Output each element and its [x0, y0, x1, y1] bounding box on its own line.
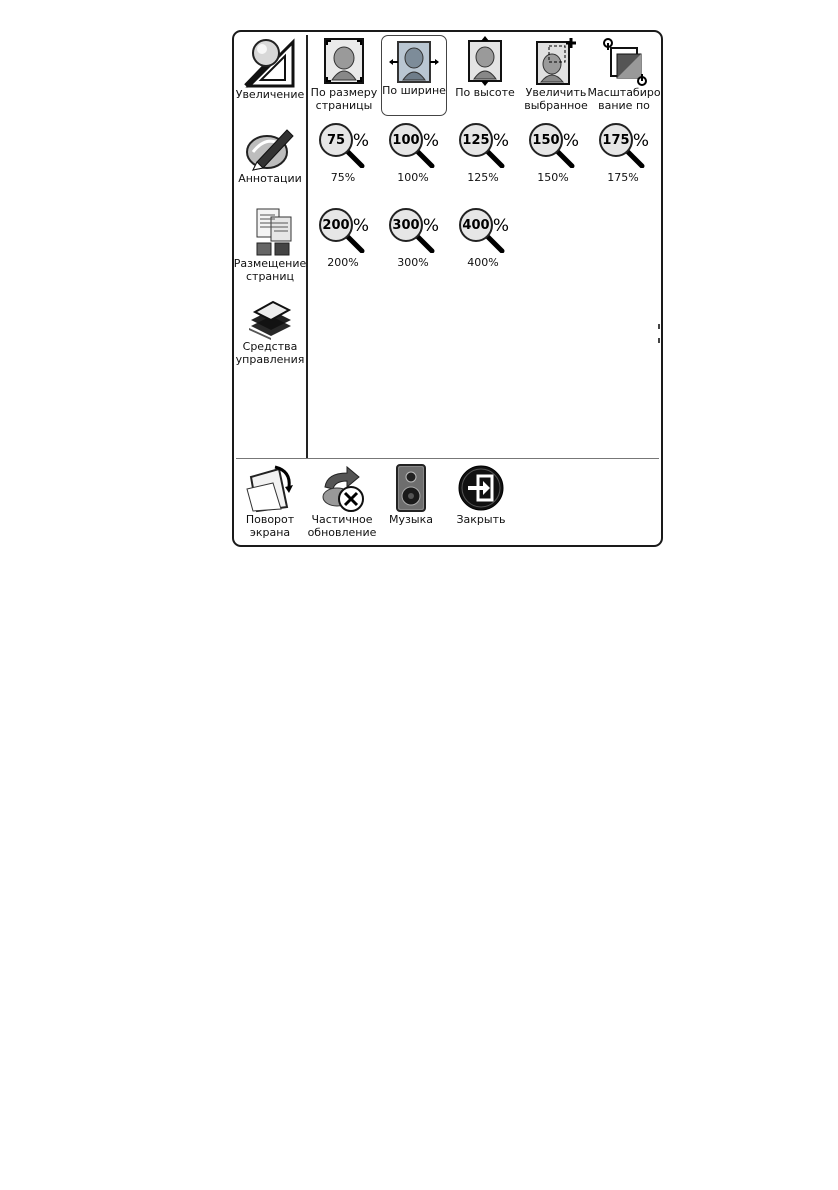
- zoom-selection-button[interactable]: [521, 36, 591, 112]
- custom-zoom-button[interactable]: [589, 36, 659, 112]
- annotation-pen-icon: [243, 122, 297, 172]
- zoom-level-button[interactable]: [310, 122, 376, 184]
- magnifier-percent-icon: [386, 207, 440, 253]
- zoom-level-button[interactable]: [310, 207, 376, 269]
- zoom-level-label: 125%: [467, 171, 499, 184]
- zoom-level-button[interactable]: [380, 122, 446, 184]
- zoom-icon-percent: %: [562, 131, 580, 151]
- fit-mode-label: По ширине: [382, 84, 446, 97]
- magnifier-percent-icon: [596, 122, 650, 168]
- zoom-icon-number: 125: [462, 133, 490, 148]
- partial-refresh-icon: [317, 463, 367, 513]
- fit-mode-label: По размеру: [310, 86, 378, 99]
- magnifier-percent-icon: [316, 122, 370, 168]
- custom-zoom-icon: [601, 36, 647, 86]
- sidebar-item-zoom[interactable]: [236, 36, 304, 101]
- zoom-level-label: 150%: [537, 171, 569, 184]
- fit-width-icon: [389, 40, 439, 84]
- sidebar-item-label: Аннотации: [238, 172, 302, 185]
- zoom-icon-number: 75: [326, 133, 346, 148]
- exit-icon: [456, 463, 506, 513]
- magnifier-percent-icon: [386, 122, 440, 168]
- bottom-item-label: Закрыть: [456, 513, 506, 526]
- zoom-icon-percent: %: [492, 216, 510, 236]
- rotate-screen-icon: [245, 463, 295, 513]
- sidebar-item-label-line2: управления: [235, 353, 305, 366]
- music-button[interactable]: [376, 463, 446, 526]
- fit-height-button[interactable]: [450, 36, 520, 99]
- sidebar-item-label-line2: страниц: [245, 270, 294, 283]
- zoom-icon-percent: %: [492, 131, 510, 151]
- zoom-level-button[interactable]: [380, 207, 446, 269]
- zoom-level-button[interactable]: [590, 122, 656, 184]
- zoom-icon-percent: %: [632, 131, 650, 151]
- tools-stack-icon: [245, 298, 295, 340]
- fit-page-button[interactable]: [310, 36, 378, 112]
- zoom-level-button[interactable]: [450, 122, 516, 184]
- sidebar-item-controls[interactable]: [236, 298, 304, 366]
- sidebar-item-label: Увеличение: [235, 88, 305, 101]
- zoom-icon-number: 175: [602, 133, 630, 148]
- zoom-level-button[interactable]: [450, 207, 516, 269]
- magnifier-percent-icon: [316, 207, 370, 253]
- zoom-icon-number: 100: [392, 133, 420, 148]
- zoom-icon-percent: %: [352, 216, 370, 236]
- zoom-level-label: 100%: [397, 171, 429, 184]
- fit-mode-label-line2: страницы: [315, 99, 373, 112]
- frame-mark: [658, 324, 660, 329]
- magnifier-percent-icon: [456, 122, 510, 168]
- magnifier-ruler-icon: [243, 36, 297, 88]
- bottom-item-label: Музыка: [389, 513, 433, 526]
- zoom-level-label: 200%: [327, 256, 359, 269]
- sidebar-item-label: Размещение: [233, 257, 307, 270]
- bottom-item-label: Поворот: [245, 513, 295, 526]
- fit-mode-label-line2: вание по: [598, 99, 650, 112]
- rotate-screen-button[interactable]: [236, 463, 304, 539]
- zoom-icon-number: 400: [462, 218, 490, 233]
- magnifier-percent-icon: [526, 122, 580, 168]
- zoom-icon-percent: %: [422, 216, 440, 236]
- sidebar-item-label: Средства: [242, 340, 298, 353]
- fit-height-icon: [463, 36, 507, 86]
- fit-mode-label: Увеличить: [525, 86, 587, 99]
- zoom-level-label: 175%: [607, 171, 639, 184]
- fit-width-button[interactable]: [381, 35, 447, 116]
- partial-refresh-button[interactable]: [306, 463, 378, 539]
- fit-mode-label: По высоте: [455, 86, 515, 99]
- zoom-level-label: 400%: [467, 256, 499, 269]
- fit-mode-label-line2: выбранное: [524, 99, 588, 112]
- speaker-icon: [386, 463, 436, 513]
- zoom-icon-number: 150: [532, 133, 560, 148]
- zoom-level-button[interactable]: [520, 122, 586, 184]
- zoom-selection-icon: [533, 36, 579, 86]
- zoom-icon-number: 200: [322, 218, 350, 233]
- sidebar-divider: [306, 35, 308, 458]
- zoom-icon-number: 300: [392, 218, 420, 233]
- frame-mark: [658, 338, 660, 343]
- zoom-level-label: 75%: [330, 171, 356, 184]
- zoom-icon-percent: %: [422, 131, 440, 151]
- bottom-item-label-line2: экрана: [249, 526, 291, 539]
- page-layout-icon: [245, 207, 295, 257]
- bottom-item-label: Частичное: [311, 513, 373, 526]
- close-button[interactable]: [446, 463, 516, 526]
- sidebar-item-page-layout[interactable]: [233, 207, 307, 283]
- bottom-bar-divider: [236, 458, 659, 459]
- bottom-item-label-line2: обновление: [307, 526, 377, 539]
- fit-page-icon: [322, 36, 366, 86]
- zoom-level-label: 300%: [397, 256, 429, 269]
- magnifier-percent-icon: [456, 207, 510, 253]
- fit-mode-label: Масштабиро: [587, 86, 661, 99]
- sidebar-item-annotations[interactable]: [236, 122, 304, 185]
- zoom-icon-percent: %: [352, 131, 370, 151]
